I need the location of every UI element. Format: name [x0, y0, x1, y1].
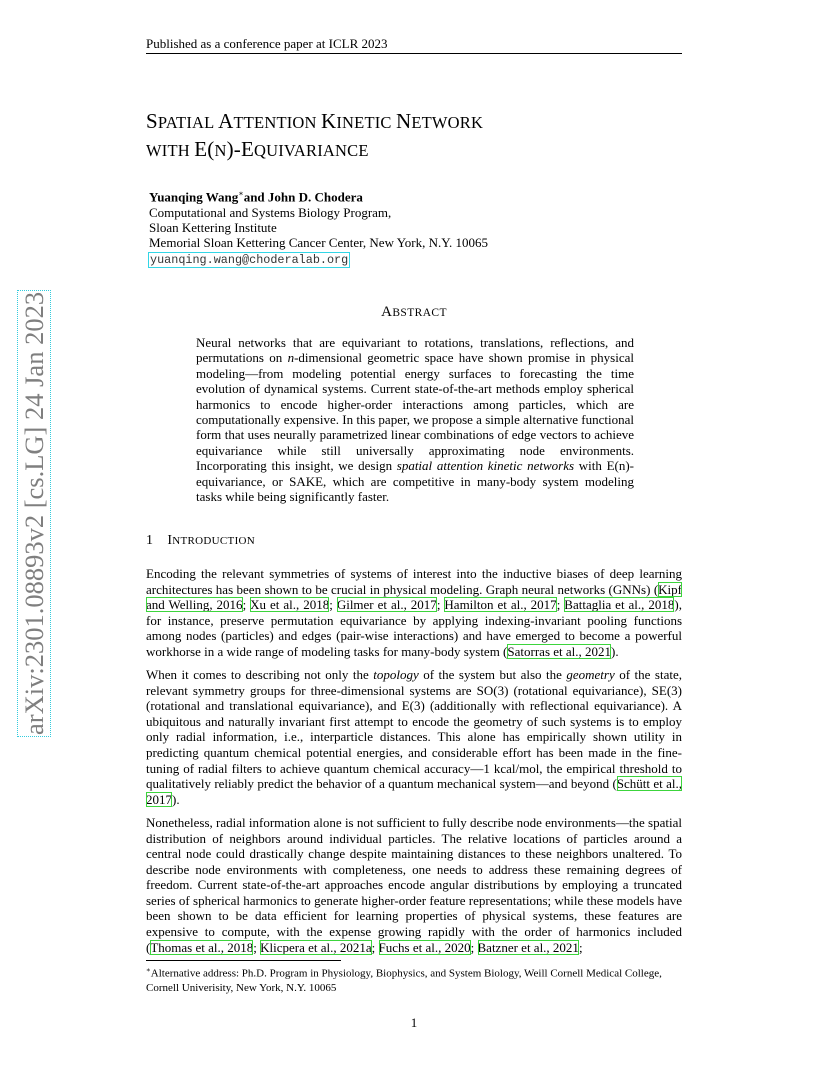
emphasis: topology — [373, 667, 419, 683]
text-segment: of the state, relevant symmetry groups for three-dimensional systems are SO(3) (rotational equivariance), SE(3) (rotational and translational equivariance), and E(3) (additionally with reflectional equivariance). A ubiquitous and naturally invariant first attempt to encode the geometry of such systems is to employ only radial information, i.e., interparticle distances. This alone has empirically shown utility in predicting quantum chemical potential energies, and considerable effort has been made in the fine-tuning of radial filters to achieve quantum chemical accuracy—1 kcal/mol, the empirical threshold to qualitatively reliably predict the behavior of a quantum mechanical system—and beyond ( — [146, 667, 682, 792]
paragraph — [146, 815, 682, 955]
abstract-text — [196, 335, 634, 504]
paragraph — [146, 566, 682, 660]
text-segment: ; — [470, 939, 478, 955]
text-segment: ). — [172, 791, 180, 807]
title-cap: N — [395, 109, 412, 133]
footnote — [146, 963, 682, 995]
text-segment: ; — [556, 597, 565, 613]
text-segment: ; — [253, 939, 261, 955]
citation-link[interactable]: Kipf and Welling, 2016 — [146, 581, 682, 613]
text-segment: ; — [578, 939, 583, 955]
abstract-segment: with E(n)-equivariance, or SAKE, which are competitive in many-body system modeling tasks while being significantly faster. — [196, 458, 634, 505]
citation-link[interactable]: Satorras et al., 2021 — [507, 643, 612, 659]
title-cap: K — [320, 109, 337, 133]
text-segment: ; — [242, 597, 251, 613]
footnote-mark: ∗ — [146, 966, 151, 974]
text-segment: ), for instance, preserve permutation equivariance by applying indexing-invariant pooling functions among nodes (particles) and edges (pair-wise interactions) and have emerged to become a powerful workhorse in a wide range of modeling tasks for many-body system ( — [146, 597, 682, 659]
citation-link[interactable]: Schütt et al., 2017 — [146, 776, 682, 807]
running-header: Published as a conference paper at ICLR 2023 — [146, 36, 682, 54]
title-smallcaps: ETWORK — [411, 113, 484, 132]
title-cap: A — [218, 109, 234, 133]
title-line-1 — [146, 108, 483, 136]
math-variable: n — [287, 350, 295, 366]
affiliation-line: Memorial Sloan Kettering Cancer Center, New York, N.Y. 10065 — [149, 235, 488, 251]
title-cap: )-E — [226, 137, 254, 161]
citation-link[interactable]: Thomas et al., 2018 — [150, 939, 254, 955]
title-smallcaps: PATIAL — [157, 113, 219, 132]
title-line-2 — [146, 136, 483, 164]
text-segment: of the system but also the — [418, 667, 567, 683]
footnote-mark[interactable]: ∗ — [238, 189, 244, 198]
section-number: 1 — [146, 533, 154, 548]
title-smallcaps: N — [214, 141, 227, 160]
author-names — [149, 186, 488, 205]
title-smallcaps: INETIC — [336, 113, 396, 132]
author-name: Yuanqing Wang — [149, 189, 239, 205]
affiliation-line: Computational and Systems Biology Program, — [149, 204, 392, 220]
title-smallcaps: WITH — [146, 141, 195, 160]
heading-smallcaps: NTRODUCTION — [172, 535, 256, 547]
text-segment: Nonetheless, radial information alone is not sufficient to fully describe node environments—the spatial distribution of neighbors around individual particles. The relative locations of particles around a central node could drastically change despite maintaining distances to these neighbors unaltered. To describe node environments with completeness, one needs to address these remaining degrees of freedom. Current state-of-the-art approaches encode angular distributions by employing a truncated series of spherical harmonics to generate higher-order feature representations; while these models have been shown to be data efficient for learning properties of physical systems, these features are expensive to compute, with the expense growing rapidly with the order of harmonics included ( — [146, 814, 682, 955]
heading-smallcaps: BSTRACT — [392, 307, 447, 319]
page-number: 1 — [410, 1015, 418, 1030]
text-segment: ; — [436, 597, 445, 613]
citation-link[interactable]: Batzner et al., 2021 — [477, 939, 579, 955]
email-link[interactable]: yuanqing.wang@choderalab.org — [150, 252, 349, 267]
text-segment: ). — [611, 643, 619, 659]
abstract-heading — [0, 303, 828, 322]
author-name: and John D. Chodera — [243, 189, 363, 205]
text-segment: ; — [329, 597, 337, 613]
citation-link[interactable]: Xu et al., 2018 — [250, 597, 330, 613]
citation-link[interactable]: Battaglia et al., 2018 — [564, 597, 675, 613]
emphasis: spatial attention kinetic networks — [396, 458, 575, 474]
abstract-segment: Neural networks that are equivariant to rotations, translations, reflections, and permutations on — [196, 335, 634, 366]
citation-link[interactable]: Hamilton et al., 2017 — [444, 597, 557, 613]
author-block — [149, 186, 488, 268]
paragraph — [146, 667, 682, 807]
title-smallcaps: TTENTION — [233, 113, 321, 132]
footnote-divider — [146, 960, 341, 961]
title-cap: E( — [194, 137, 215, 161]
paper-title — [146, 108, 483, 164]
title-smallcaps: QUIVARIANCE — [253, 141, 369, 160]
citation-link[interactable]: Gilmer et al., 2017 — [336, 597, 437, 613]
heading-cap: A — [381, 304, 393, 320]
introduction-body — [146, 566, 682, 963]
citation-link[interactable]: Klicpera et al., 2021a — [260, 939, 372, 955]
emphasis: geometry — [566, 667, 615, 683]
text-segment: ; — [371, 939, 379, 955]
footnote-text: Alternative address: Ph.D. Program in Physiology, Biophysics, and System Biology, Weill Cornell Medical College, Cornell Univerisity, New York, N.Y. 10065 — [146, 967, 662, 994]
text-segment: When it comes to describing not only the — [146, 667, 374, 683]
title-cap: S — [146, 109, 158, 133]
heading-cap: I — [167, 533, 173, 548]
citation-link[interactable]: Fuchs et al., 2020 — [378, 939, 471, 955]
arxiv-stamp-link[interactable]: arXiv:2301.08893v2 [cs.LG] 24 Jan 2023 — [19, 291, 49, 735]
abstract-segment: -dimensional geometric space have shown promise in physical modeling—from modeling potential energy surfaces to forecasting the time evolution of dynamical systems. Current state-of-the-art methods employ spherical harmonics to encode higher-order interactions among particles, which are computationally expensive. In this paper, we propose a simple alternative functional form that uses neurally parametrized linear combinations of edge vectors to achieve equivariance while still universally approximating node environments. Incorporating this insight, we design — [196, 350, 634, 474]
section-heading-introduction — [146, 532, 255, 550]
affiliation-line: Sloan Kettering Institute — [149, 219, 277, 235]
text-segment: Encoding the relevant symmetries of systems of interest into the inductive biases of deep learning architectures has been shown to be crucial in physical modeling. Graph neural networks (GNNs) ( — [146, 566, 682, 597]
